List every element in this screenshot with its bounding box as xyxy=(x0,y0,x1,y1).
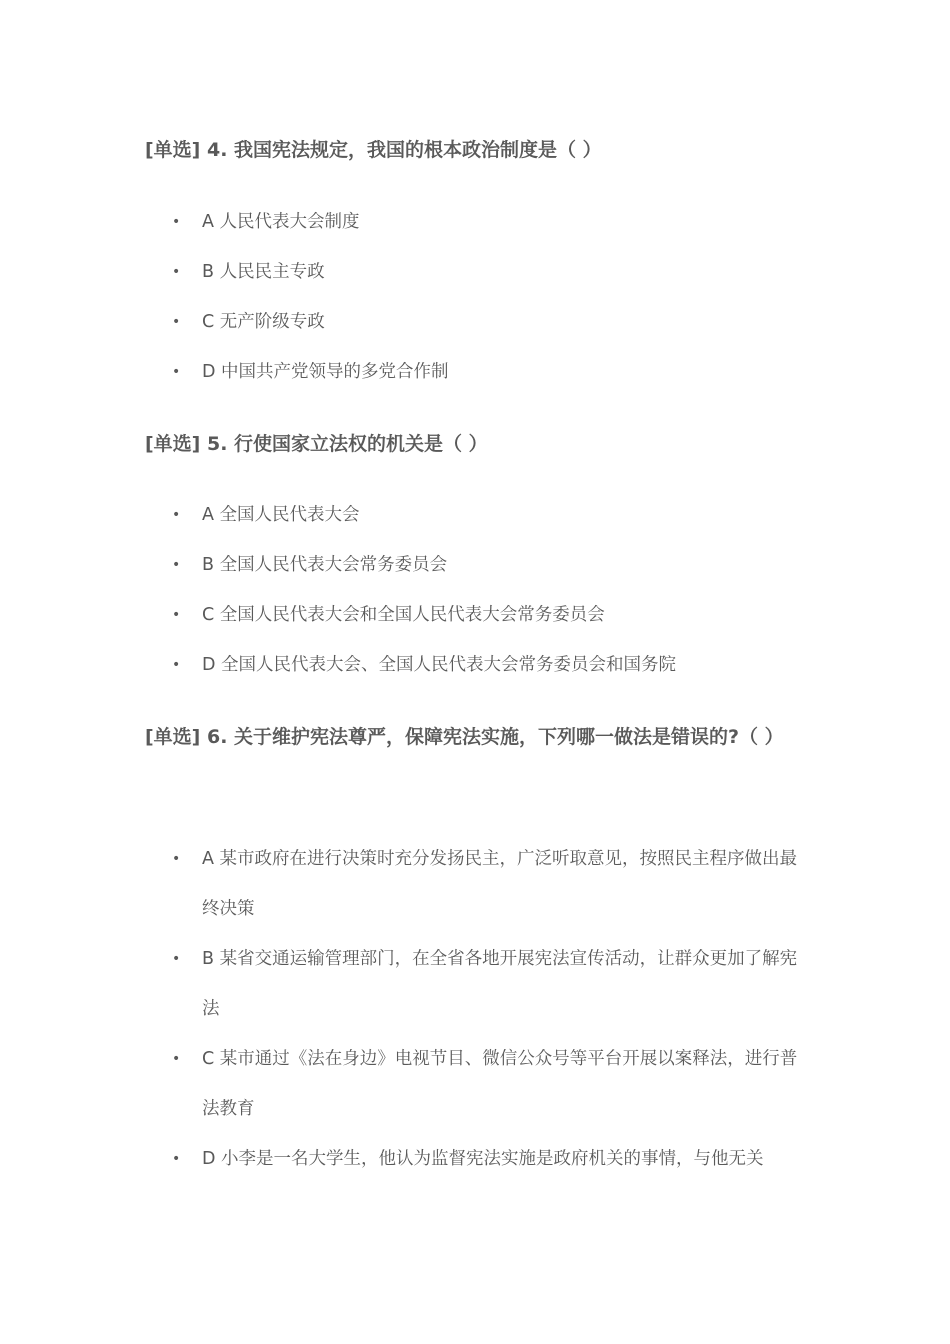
question-6-options xyxy=(0,834,950,1184)
question-5-options xyxy=(0,490,950,690)
option-text: D 小李是一名大学生，他认为监督宪法实施是政府机关的事情，与他无关 xyxy=(202,1149,764,1169)
question-4-title: [单选] 4. 我国宪法规定，我国的根本政治制度是（ ） xyxy=(145,139,602,161)
option-item xyxy=(0,1034,814,1134)
option-item xyxy=(0,590,814,640)
option-item xyxy=(0,197,814,247)
bullet-icon: • xyxy=(172,264,181,280)
option-text: B 人民民主专政 xyxy=(202,262,325,282)
question-6-title: [单选] 6. 关于维护宪法尊严，保障宪法实施，下列哪一做法是错误的?（ ） xyxy=(145,726,784,748)
bullet-icon: • xyxy=(172,557,181,573)
option-text: B 全国人民代表大会常务委员会 xyxy=(202,555,448,575)
bullet-icon: • xyxy=(172,364,181,380)
bullet-icon: • xyxy=(172,214,181,230)
option-item xyxy=(0,540,814,590)
question-4-options xyxy=(0,197,950,397)
option-item xyxy=(0,490,814,540)
option-item xyxy=(0,247,814,297)
option-text: D 中国共产党领导的多党合作制 xyxy=(202,362,449,382)
option-item xyxy=(0,1134,814,1184)
bullet-icon: • xyxy=(172,851,181,867)
option-text: D 全国人民代表大会、全国人民代表大会常务委员会和国务院 xyxy=(202,655,677,675)
option-text: A 全国人民代表大会 xyxy=(202,505,360,525)
option-text: C 无产阶级专政 xyxy=(202,312,325,332)
option-item xyxy=(0,640,814,690)
option-item xyxy=(0,834,814,934)
option-text: A 某市政府在进行决策时充分发扬民主，广泛听取意见，按照民主程序做出最终决策 xyxy=(202,849,798,919)
option-text: C 某市通过《法在身边》电视节目、微信公众号等平台开展以案释法，进行普法教育 xyxy=(202,1049,798,1119)
option-item xyxy=(0,934,814,1034)
option-item xyxy=(0,347,814,397)
bullet-icon: • xyxy=(172,657,181,673)
bullet-icon: • xyxy=(172,1051,181,1067)
bullet-icon: • xyxy=(172,1151,181,1167)
option-text: A 人民代表大会制度 xyxy=(202,212,360,232)
bullet-icon: • xyxy=(172,951,181,967)
option-text: C 全国人民代表大会和全国人民代表大会常务委员会 xyxy=(202,605,605,625)
bullet-icon: • xyxy=(172,314,181,330)
bullet-icon: • xyxy=(172,607,181,623)
option-text: B 某省交通运输管理部门，在全省各地开展宪法宣传活动，让群众更加了解宪法 xyxy=(202,949,798,1019)
bullet-icon: • xyxy=(172,507,181,523)
option-item xyxy=(0,297,814,347)
question-5-title: [单选] 5. 行使国家立法权的机关是（ ） xyxy=(145,433,488,455)
